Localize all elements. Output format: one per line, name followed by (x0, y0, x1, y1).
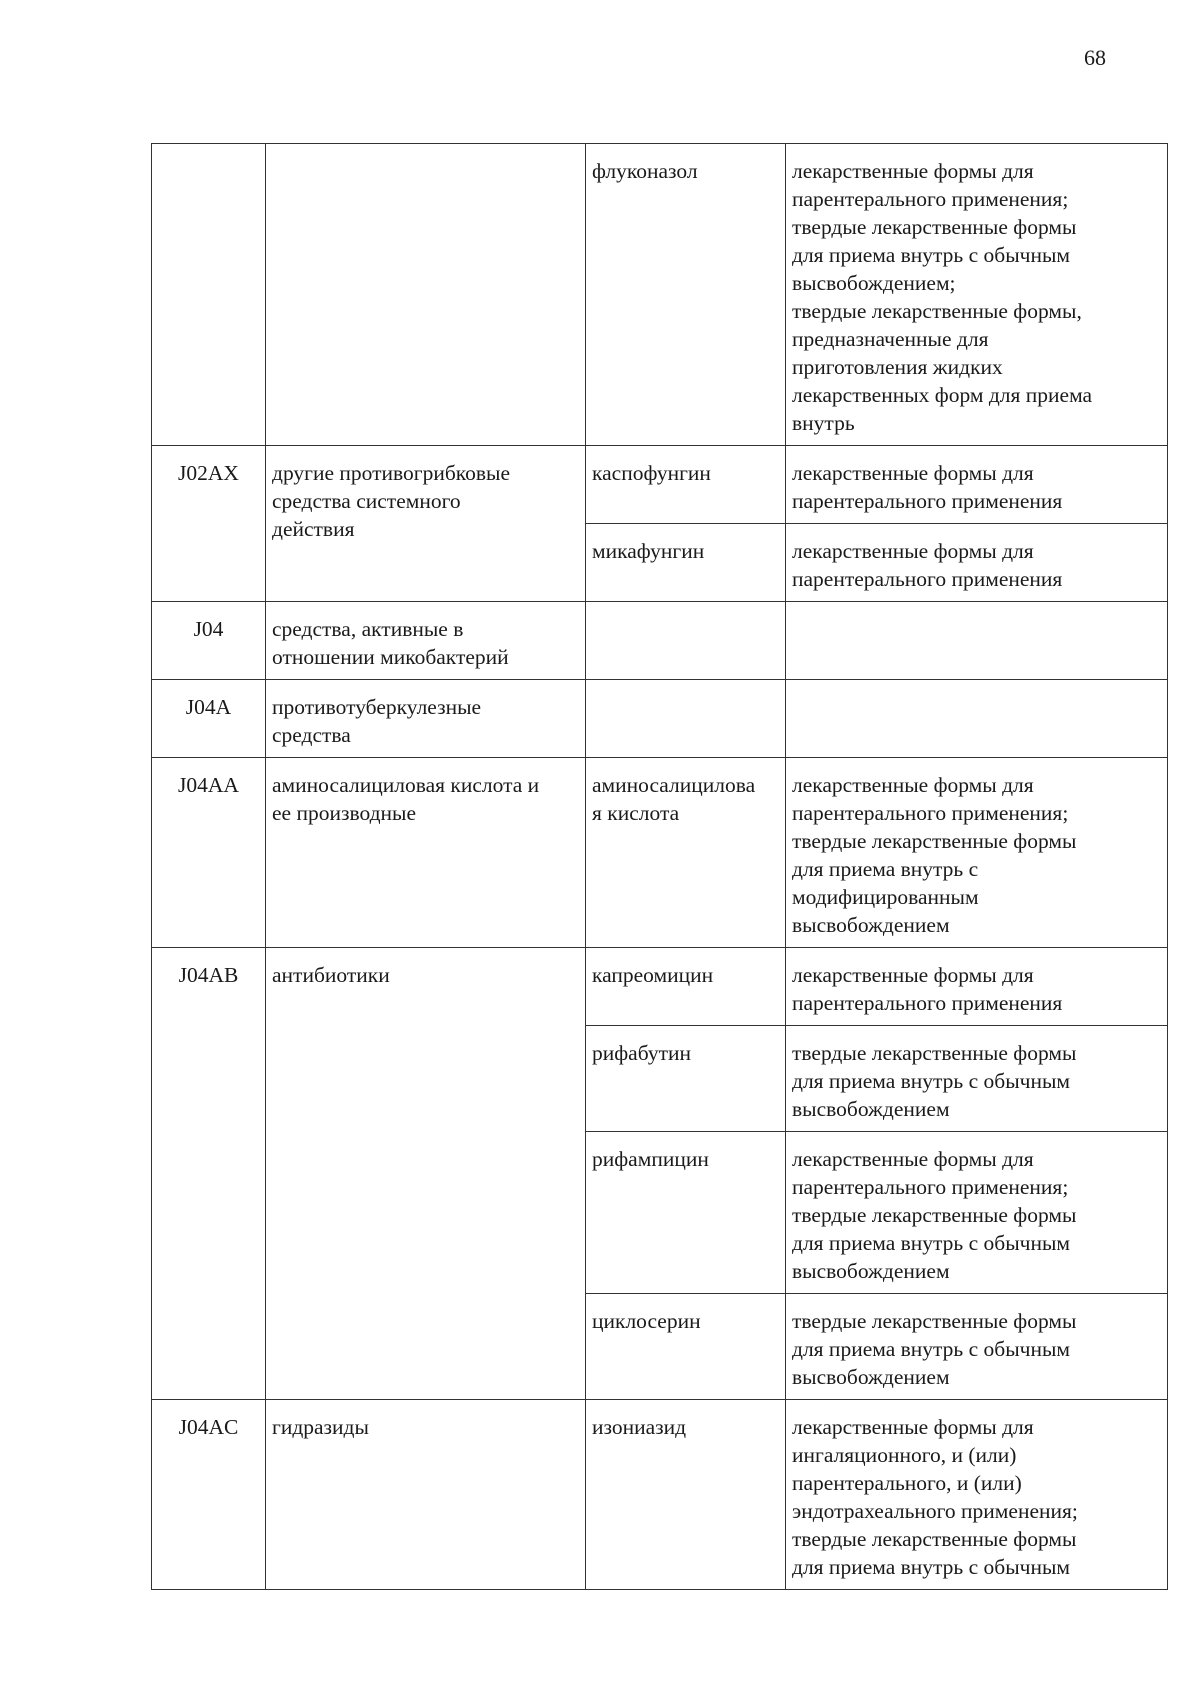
dosage-forms-cell: лекарственные формы для парентерального применения (786, 524, 1168, 602)
drug-name-cell: рифампицин (586, 1132, 786, 1294)
group-name-cell: противотуберкулезные средства (266, 680, 586, 758)
drug-name-cell: рифабутин (586, 1026, 786, 1132)
dosage-forms-cell: лекарственные формы для парентерального применения; твердые лекарственные формы для приема внутрь с обычным высвобождением (786, 1132, 1168, 1294)
drug-name-cell (586, 680, 786, 758)
drug-name-cell (586, 602, 786, 680)
dosage-forms-cell: лекарственные формы для парентерального применения; твердые лекарственные формы для приема внутрь с модифицированным высвобождением (786, 758, 1168, 948)
table-row (152, 1400, 1168, 1590)
dosage-forms-cell: лекарственные формы для ингаляционного, и (или) парентерального, и (или) эндотрахеального применения; твердые лекарственные формы для приема внутрь с обычным (786, 1400, 1168, 1590)
atc-code-cell: J02AX (152, 446, 266, 602)
group-name-cell: гидразиды (266, 1400, 586, 1590)
table-row (152, 680, 1168, 758)
dosage-forms-cell: лекарственные формы для парентерального применения (786, 948, 1168, 1026)
dosage-forms-cell (786, 602, 1168, 680)
atc-code-cell: J04 (152, 602, 266, 680)
atc-code-cell: J04AC (152, 1400, 266, 1590)
atc-code-cell: J04A (152, 680, 266, 758)
table-row (152, 758, 1168, 948)
table-row (152, 446, 1168, 524)
drug-name-cell: флуконазол (586, 144, 786, 446)
dosage-forms-cell: твердые лекарственные формы для приема внутрь с обычным высвобождением (786, 1294, 1168, 1400)
dosage-forms-cell (786, 680, 1168, 758)
drug-name-cell: циклосерин (586, 1294, 786, 1400)
atc-code-cell (152, 144, 266, 446)
table-row (152, 144, 1168, 446)
atc-code-cell: J04AB (152, 948, 266, 1400)
drug-name-cell: капреомицин (586, 948, 786, 1026)
drug-name-cell: изониазид (586, 1400, 786, 1590)
drug-table (151, 143, 1168, 1590)
dosage-forms-cell: твердые лекарственные формы для приема внутрь с обычным высвобождением (786, 1026, 1168, 1132)
drug-name-cell: аминосалицилова я кислота (586, 758, 786, 948)
group-name-cell (266, 144, 586, 446)
atc-code-cell: J04AA (152, 758, 266, 948)
dosage-forms-cell: лекарственные формы для парентерального применения (786, 446, 1168, 524)
group-name-cell: другие противогрибковые средства системного действия (266, 446, 586, 602)
page-number: 68 (1084, 45, 1106, 70)
drug-name-cell: каспофунгин (586, 446, 786, 524)
group-name-cell: аминосалициловая кислота и ее производные (266, 758, 586, 948)
table-row (152, 948, 1168, 1026)
group-name-cell: средства, активные в отношении микобактерий (266, 602, 586, 680)
table-row (152, 602, 1168, 680)
dosage-forms-cell: лекарственные формы для парентерального применения; твердые лекарственные формы для приема внутрь с обычным высвобождением; твердые лекарственные формы, предназначенные для приготовления жидких лекарственных форм для приема внутрь (786, 144, 1168, 446)
drug-name-cell: микафунгин (586, 524, 786, 602)
group-name-cell: антибиотики (266, 948, 586, 1400)
